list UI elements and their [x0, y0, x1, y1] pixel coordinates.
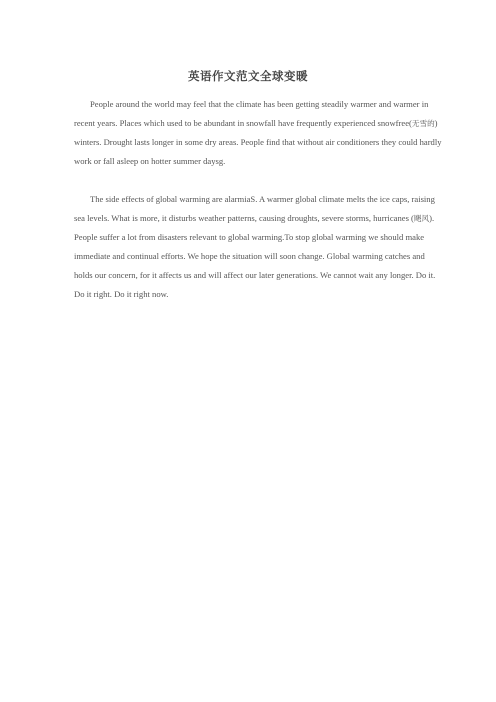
document-body	[74, 95, 444, 304]
paragraph-2	[74, 190, 444, 304]
paragraph-1	[74, 95, 444, 171]
paragraph-1-chinese-gloss: 无雪的	[411, 119, 435, 128]
paragraph-2-chinese-gloss: 飓风	[413, 214, 430, 223]
paragraph-1-text-a: People around the world may feel that the climate has been getting steadily warmer and warmer in recent years. Places which used to be abundant in snowfall have frequently experienced snowfree(	[74, 99, 429, 128]
paragraph-1-text-b: ) winters. Drought lasts longer in some dry areas. People find that without air conditioners they could hardly work or fall asleep on hotter summer daysg.	[74, 118, 442, 166]
paragraph-2-text-b: ). People suffer a lot from disasters relevant to global warming.To stop global warming we should make immediate and continual efforts. We hope the situation will soon change. Global warming catches and holds our concern, for it affects us and will affect our later generations. We cannot wait any longer. Do it. Do it right. Do it right now.	[74, 213, 436, 299]
paragraph-2-text-a: The side effects of global warming are alarmiaS. A warmer global climate melts the ice caps, raising sea levels. What is more, it disturbs weather patterns, causing droughts, severe storms, hurricanes (	[74, 194, 435, 223]
document-title: 英语作文范文全球变暖	[188, 69, 308, 83]
